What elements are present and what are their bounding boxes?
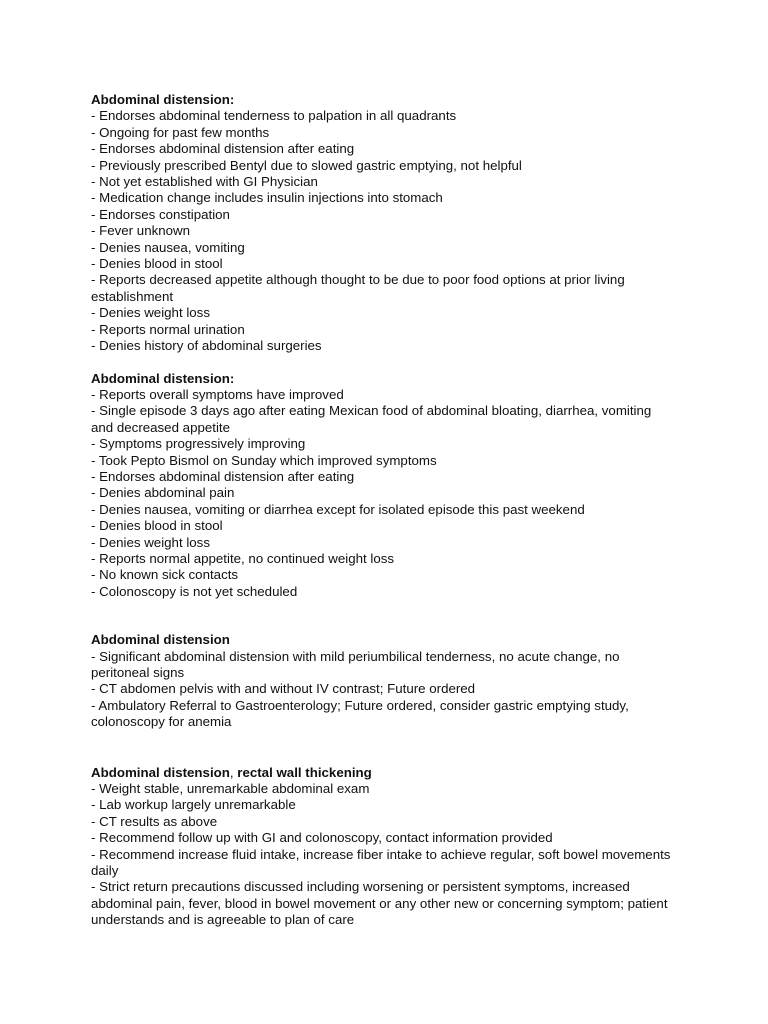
note-line: - Denies blood in stool — [91, 256, 223, 272]
note-line: - Reports normal appetite, no continued weight loss — [91, 550, 395, 566]
note-line: - Endorses constipation — [91, 206, 230, 222]
note-line: - Weight stable, unremarkable abdominal exam — [91, 781, 370, 797]
note-line: - Denies blood in stool — [91, 518, 223, 534]
note-line: - Denies abdominal pain — [91, 485, 235, 501]
note-line: - Denies nausea, vomiting or diarrhea except for isolated episode this past weekend — [91, 501, 585, 517]
section-spacer — [91, 731, 671, 765]
note-line: - Denies weight loss — [91, 534, 210, 550]
note-line: - Denies history of abdominal surgeries — [91, 338, 322, 354]
note-line: - Reports overall symptoms have improved — [91, 386, 344, 402]
note-line: - Single episode 3 days ago after eating Mexican food of abdominal bloating, diarrhea, vomiting and decreased appetite — [91, 403, 652, 435]
section-heading: Abdominal distension: — [91, 370, 235, 386]
note-line: - CT abdomen pelvis with and without IV contrast; Future ordered — [91, 681, 476, 697]
note-line: - Reports normal urination — [91, 321, 245, 337]
note-section-4 — [91, 765, 671, 929]
clinical-note-page — [91, 92, 671, 929]
note-line: - Endorses abdominal distension after eating — [91, 468, 355, 484]
section-heading — [91, 765, 671, 781]
section-heading-part2: rectal wall thickening — [237, 764, 372, 780]
section-heading-part1: Abdominal distension — [91, 764, 230, 780]
note-line: - Lab workup largely unremarkable — [91, 797, 296, 813]
section-spacer — [91, 355, 671, 371]
note-line: - Recommend follow up with GI and colonoscopy, contact information provided — [91, 830, 553, 846]
note-line: - Colonoscopy is not yet scheduled — [91, 583, 298, 599]
section-heading: Abdominal distension — [91, 632, 230, 648]
note-line: - Significant abdominal distension with mild periumbilical tenderness, no acute change, no peritoneal signs — [91, 648, 620, 680]
note-line: - Reports decreased appetite although thought to be due to poor food options at prior living establishment — [91, 272, 625, 304]
note-section-3 — [91, 632, 671, 730]
note-line: - Took Pepto Bismol on Sunday which improved symptoms — [91, 452, 437, 468]
note-line: - Ongoing for past few months — [91, 124, 270, 140]
note-section-2 — [91, 371, 671, 601]
note-line: - Endorses abdominal distension after eating — [91, 141, 355, 157]
note-line: - Denies weight loss — [91, 305, 210, 321]
note-line: - Recommend increase fluid intake, increase fiber intake to achieve regular, soft bowel movements daily — [91, 846, 671, 879]
note-line: - Previously prescribed Bentyl due to slowed gastric emptying, not helpful — [91, 157, 522, 173]
note-line: - Fever unknown — [91, 223, 191, 239]
note-line: - Strict return precautions discussed including worsening or persistent symptoms, increased abdominal pain, fever, blood in bowel movement or any other new or concerning symptom; patient understands and is agreeable to plan of care — [91, 879, 668, 928]
note-line: - Ambulatory Referral to Gastroenterology; Future ordered, consider gastric emptying study, colonoscopy for anemia — [91, 697, 629, 730]
note-line: - Not yet established with GI Physician — [91, 174, 318, 190]
note-section-1 — [91, 92, 671, 355]
section-heading-separator: , — [229, 764, 238, 780]
section-spacer — [91, 600, 671, 632]
note-line: - Endorses abdominal tenderness to palpation in all quadrants — [91, 108, 457, 124]
note-line: - Medication change includes insulin injections into stomach — [91, 190, 443, 206]
note-line: - Symptoms progressively improving — [91, 436, 306, 452]
note-line: - Denies nausea, vomiting — [91, 239, 245, 255]
note-line: - No known sick contacts — [91, 567, 239, 583]
section-heading: Abdominal distension: — [91, 92, 235, 107]
note-line: - CT results as above — [91, 813, 218, 829]
